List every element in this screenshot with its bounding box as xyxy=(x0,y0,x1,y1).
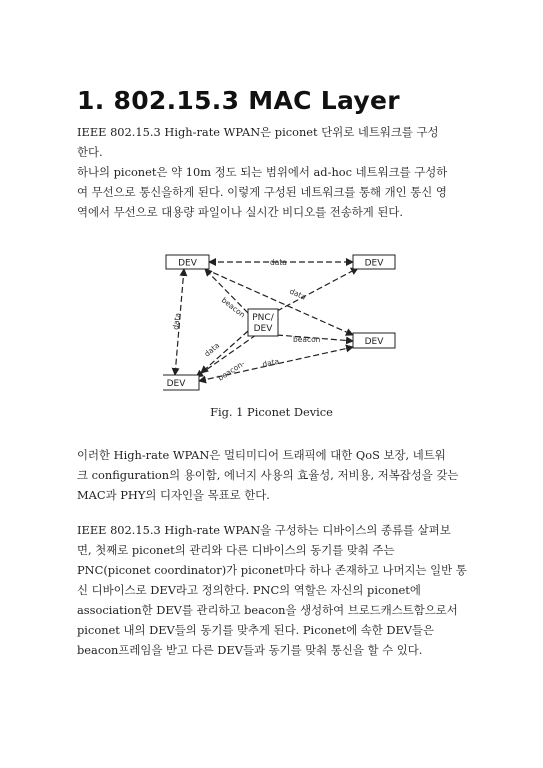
text-line: 면, 첫째로 piconet의 관리와 다른 디바이스의 동기를 맞춰 주는 xyxy=(77,543,395,557)
svg-text:DEV: DEV xyxy=(253,324,273,334)
node-dev-right xyxy=(353,333,395,348)
text-line: IEEE 802.15.3 High-rate WPAN은 piconet 단위로 네트워크를 구성 xyxy=(77,125,439,139)
label-data-diagonal: data xyxy=(288,286,308,302)
label-data-left: data xyxy=(171,312,183,331)
text-line: 신 디바이스로 DEV라고 정의한다. PNC의 역할은 자신의 piconet에 xyxy=(77,583,421,597)
edge-pnc-topright xyxy=(277,268,358,311)
figure-caption: Fig. 1 Piconet Device xyxy=(210,405,333,419)
node-pnc xyxy=(248,309,278,336)
text-line: IEEE 802.15.3 High-rate WPAN을 구성하는 디바이스의 종류를 살펴보 xyxy=(77,523,451,537)
svg-text:PNC/: PNC/ xyxy=(252,313,274,323)
text-line: 이러한 High-rate WPAN은 멀티미디어 트래픽에 대한 QoS 보장, 네트워 xyxy=(77,448,446,462)
text-line: PNC(piconet coordinator)가 piconet마다 하나 존재하고 나머지는 일반 통 xyxy=(77,563,467,577)
text-line: MAC과 PHY의 디자인을 목표로 한다. xyxy=(77,488,270,502)
svg-text:DEV: DEV xyxy=(364,258,384,269)
svg-text:DEV: DEV xyxy=(178,258,197,269)
text-line: 한다. xyxy=(77,145,103,159)
label-data-pnc: data xyxy=(202,340,222,359)
label-beacon-bottom: beacon- xyxy=(216,358,247,383)
node-dev-top-right xyxy=(353,255,395,269)
node-dev-bottom-left xyxy=(163,375,199,390)
label-beacon-right: beacon xyxy=(293,335,321,344)
text-line: piconet 내의 DEV들의 동기를 맞추게 된다. Piconet에 속한 DEV들은 xyxy=(77,623,435,637)
svg-text:DEV: DEV xyxy=(166,379,186,389)
node-dev-top-left xyxy=(166,255,209,269)
paragraph-intro xyxy=(77,122,467,162)
label-data-bottom: data xyxy=(261,356,280,369)
text-line: 역에서 무선으로 대용량 파일이나 실시간 비디오를 전송하게 된다. xyxy=(77,205,404,219)
paragraph-device-types xyxy=(77,520,467,660)
text-line: 하나의 piconet은 약 10m 정도 되는 범위에서 ad-hoc 네트워크를 구성하 xyxy=(77,165,448,179)
text-line: association한 DEV를 관리하고 beacon을 생성하여 브로드캐스트함으로서 xyxy=(77,603,458,617)
paragraph-piconet xyxy=(77,162,467,222)
svg-text:DEV: DEV xyxy=(364,337,384,347)
piconet-diagram xyxy=(163,245,411,395)
label-data-top: data xyxy=(270,258,287,267)
text-line: 여 무선으로 통신을하게 된다. 이렇게 구성된 네트워크를 통해 개인 통신 영 xyxy=(77,185,447,199)
section-heading: 1. 802.15.3 MAC Layer xyxy=(77,86,400,115)
text-line: 크 configuration의 용이함, 에너지 사용의 효율성, 저비용, 저복잡성을 갖는 xyxy=(77,468,459,482)
label-beacon-topleft: beacon xyxy=(219,295,247,320)
paragraph-goals xyxy=(77,445,467,505)
text-line: beacon프레임을 받고 다른 DEV들과 동기를 맞춰 통신을 할 수 있다. xyxy=(77,643,423,657)
